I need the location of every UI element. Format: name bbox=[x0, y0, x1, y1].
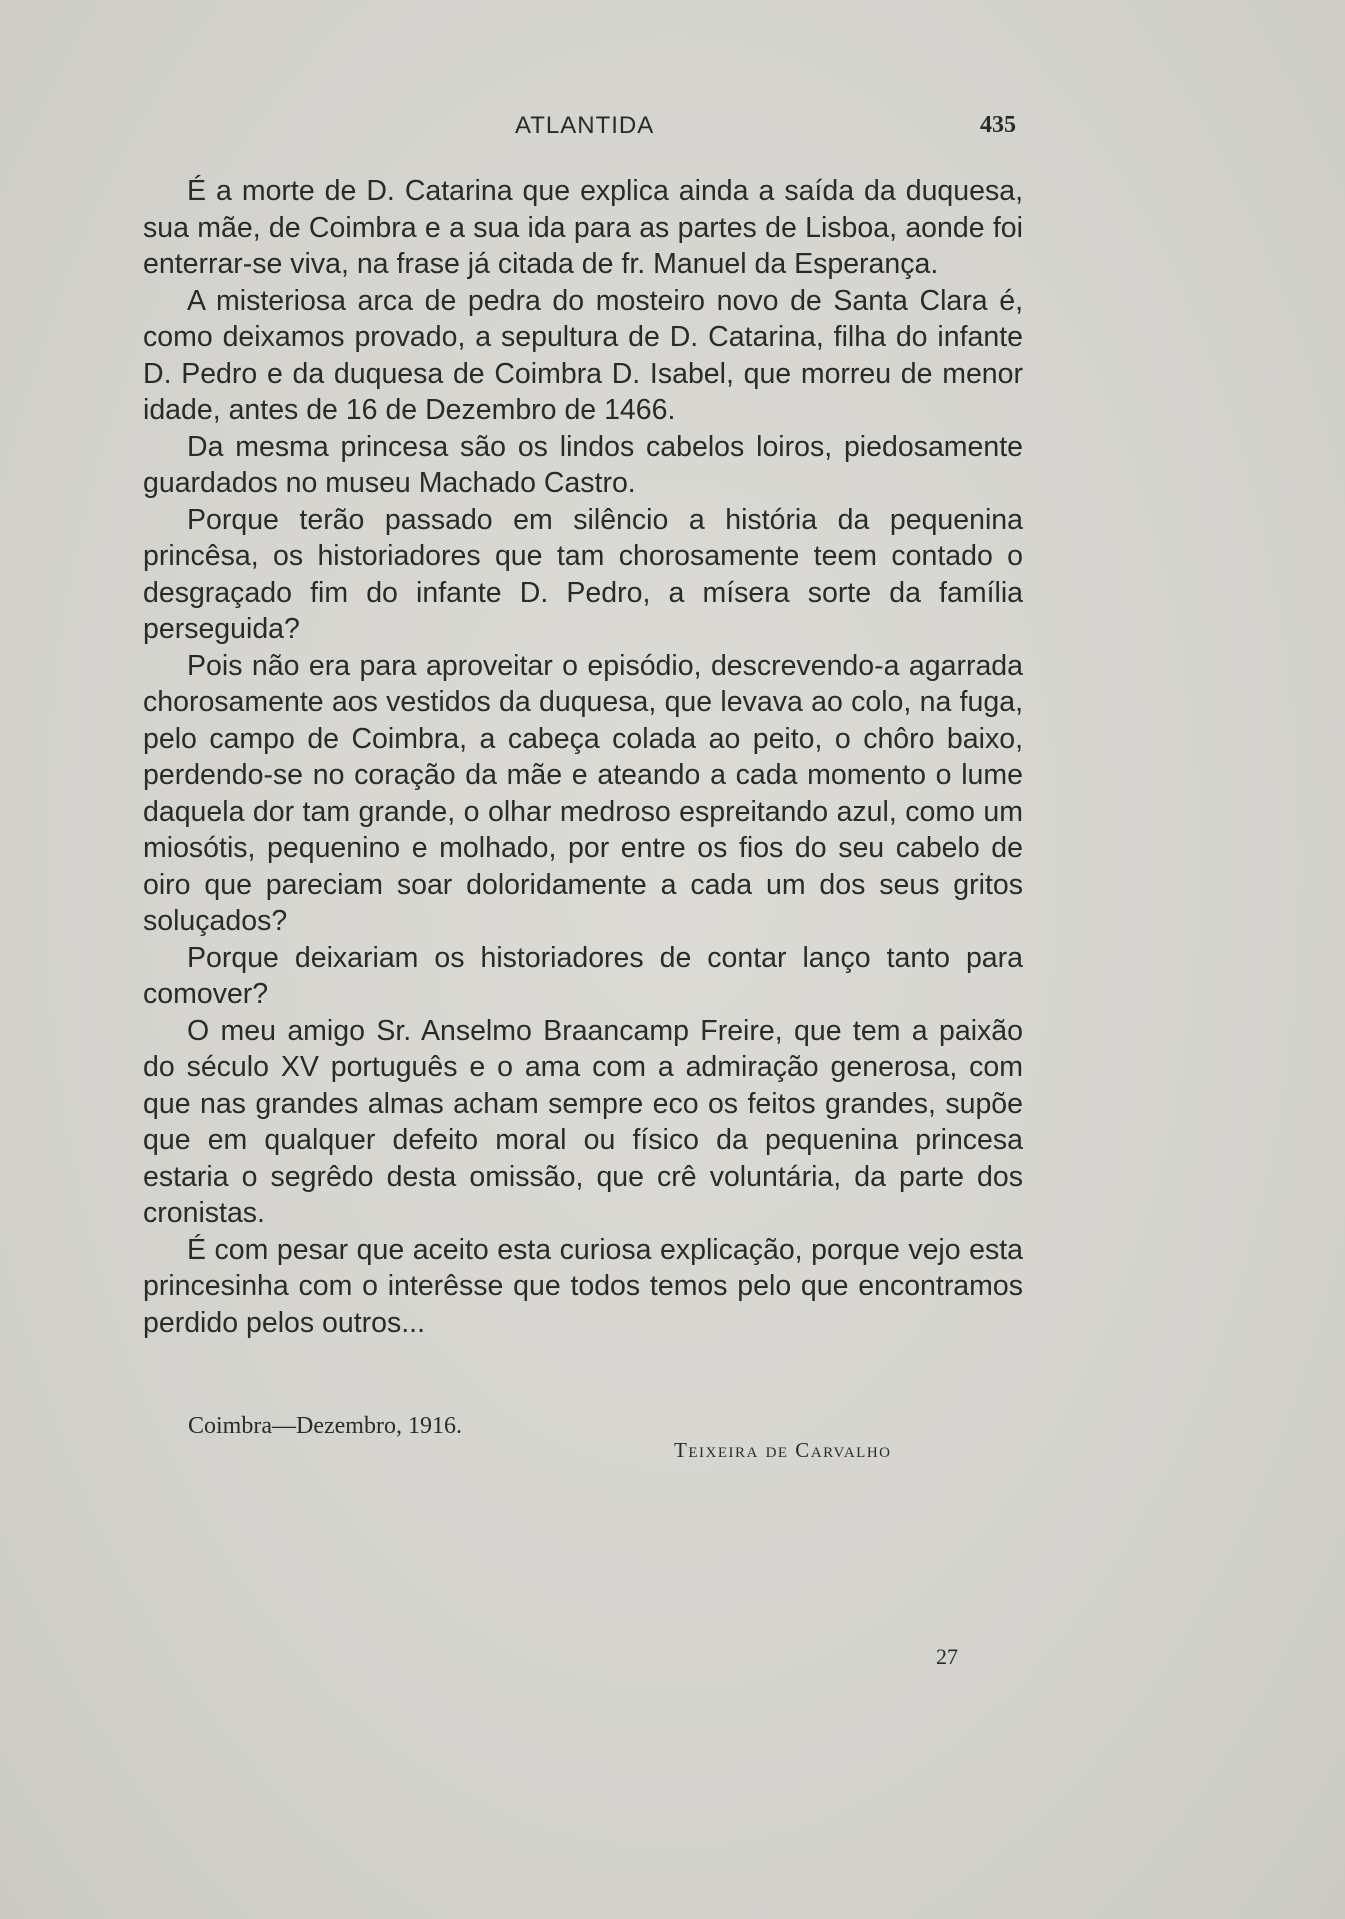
body-text bbox=[143, 173, 1023, 1341]
author-signature: Teixeira de Carvalho bbox=[674, 1438, 892, 1462]
paragraph: Porque terão passado em silêncio a história da pequenina princêsa, os historiadores que tam chorosamente teem contado o desgraçado fim do infante D. Pedro, a mísera sorte da família perseguida? bbox=[143, 503, 1023, 645]
running-head-title: ATLANTIDA bbox=[515, 112, 655, 139]
dateline: Coimbra—Dezembro, 1916. bbox=[188, 1413, 462, 1439]
page-number: 435 bbox=[980, 112, 1016, 138]
paragraph: Pois não era para aproveitar o episódio, descrevendo-a agarrada chorosamente aos vestidos da duquesa, que levava ao colo, na fuga, pelo campo de Coimbra, a cabeça colada ao peito, o chôro baixo, perdendo-se no coração da mãe e ateando a cada momento o lume daquela dor tam grande, o olhar medroso espreitando azul, como um miosótis, pequenino e molhado, por entre os fios do seu cabelo de oiro que pareciam soar doloridamente a cada um dos seus gritos soluçados? bbox=[143, 649, 1023, 937]
paragraph: É a morte de D. Catarina que explica ainda a saída da duquesa, sua mãe, de Coimbra e a sua ida para as partes de Lisboa, aonde foi enterrar-se viva, na frase já citada de fr. Manuel da Esperança. bbox=[143, 175, 1023, 280]
paragraph: A misteriosa arca de pedra do mosteiro novo de Santa Clara é, como deixamos provado, a sepultura de D. Catarina, filha do infante D. Pedro e da duquesa de Coimbra D. Isabel, que morreu de menor idade, antes de 16 de Dezembro de 1466. bbox=[143, 284, 1023, 426]
gathering-signature-number: 27 bbox=[936, 1644, 958, 1669]
paragraph: Da mesma princesa são os lindos cabelos loiros, piedosamente guardados no museu Machado Castro. bbox=[143, 430, 1023, 499]
paragraph: Porque deixariam os historiadores de contar lanço tanto para comover? bbox=[143, 941, 1023, 1010]
paragraph: O meu amigo Sr. Anselmo Braancamp Freire, que tem a paixão do século XV português e o ama com a admiração generosa, com que nas grandes almas acham sempre eco os feitos grandes, supõe que em qualquer defeito moral ou físico da pequenina princesa estaria o segrêdo desta omissão, que crê voluntária, da parte dos cronistas. bbox=[143, 1014, 1023, 1229]
paragraph: É com pesar que aceito esta curiosa explicação, porque vejo esta princesinha com o interêsse que todos temos pelo que encontramos perdido pelos outros... bbox=[143, 1233, 1023, 1339]
